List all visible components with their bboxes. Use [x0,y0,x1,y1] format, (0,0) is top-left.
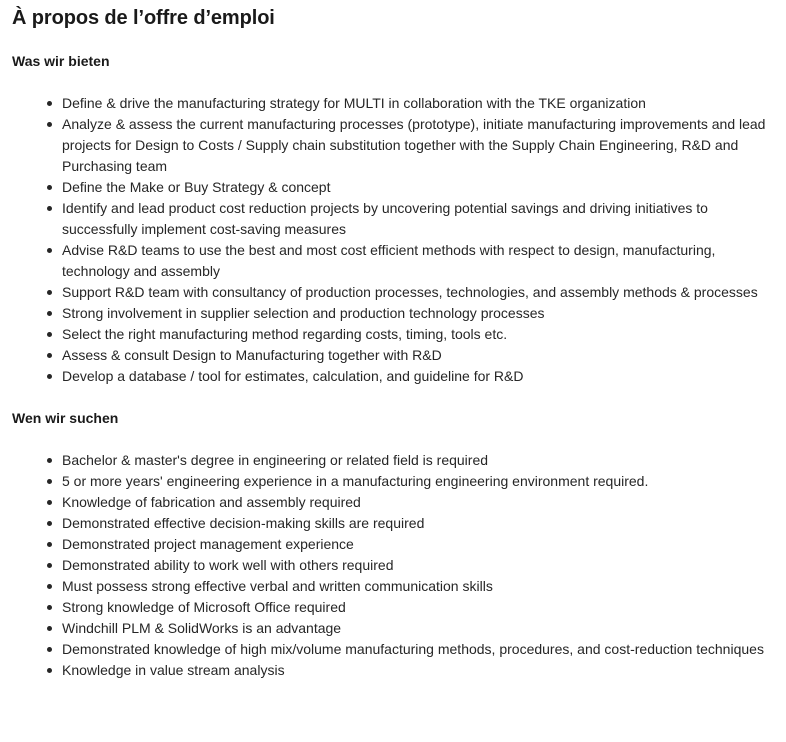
bullet-icon [47,311,52,316]
list-item [62,492,774,513]
bullet-icon [47,353,52,358]
list-item [62,450,774,471]
section-heading-profile: Wen wir suchen [12,410,119,426]
bullet-icon [47,500,52,505]
list-item [62,639,774,660]
list-item [62,198,774,240]
list-item [62,303,774,324]
list-item [62,534,774,555]
list-item [62,114,774,177]
list-item [62,576,774,597]
bullet-icon [47,185,52,190]
list-item-text: Assess & consult Design to Manufacturing together with R&D [62,347,442,363]
bullet-icon [47,290,52,295]
list-item-text: 5 or more years' engineering experience in a manufacturing engineering environment required. [62,473,649,489]
bullet-icon [47,605,52,610]
list-item-text: Demonstrated effective decision-making skills are required [62,515,425,531]
list-item-text: Knowledge of fabrication and assembly required [62,494,361,510]
list-item [62,618,774,639]
list-item-text: Strong knowledge of Microsoft Office required [62,599,346,615]
list-item-text: Demonstrated project management experience [62,536,354,552]
bullet-icon [47,521,52,526]
bullet-icon [47,374,52,379]
list-item [62,93,774,114]
bullet-icon [47,122,52,127]
list-item [62,597,774,618]
bullet-icon [47,647,52,652]
list-item [62,660,774,681]
list-item-text: Bachelor & master's degree in engineering or related field is required [62,452,489,468]
list-item-text: Strong involvement in supplier selection and production technology processes [62,305,545,321]
list-item-text: Demonstrated ability to work well with others required [62,557,394,573]
list-item-text: Support R&D team with consultancy of production processes, technologies, and assembly methods & processes [62,284,758,300]
section-heading-offer: Was wir bieten [12,53,110,69]
bullet-icon [47,248,52,253]
bullet-icon [47,626,52,631]
list-item [62,513,774,534]
list-item-text: Advise R&D teams to use the best and most cost efficient methods with respect to design, manufacturing, technology and assembly [62,242,716,279]
list-item [62,366,774,387]
list-item-text: Select the right manufacturing method regarding costs, timing, tools etc. [62,326,508,342]
list-item-text: Identify and lead product cost reduction projects by uncovering potential savings and driving initiatives to successfully implement cost-saving measures [62,200,708,237]
list-item [62,240,774,282]
profile-list [12,450,774,681]
list-item-text: Define the Make or Buy Strategy & concept [62,179,331,195]
list-item-text: Define & drive the manufacturing strategy for MULTI in collaboration with the TKE organization [62,95,646,111]
bullet-icon [47,479,52,484]
list-item [62,324,774,345]
list-item [62,471,774,492]
page-title: À propos de l’offre d’emploi [12,7,275,29]
list-item-text: Windchill PLM & SolidWorks is an advantage [62,620,342,636]
list-item-text: Analyze & assess the current manufacturing processes (prototype), initiate manufacturing improvements and lead projects for Design to Costs / Supply chain substitution together with the Supply Chain Engineering, R&D and Purchasing team [62,116,766,174]
list-item [62,177,774,198]
list-item [62,282,774,303]
bullet-icon [47,101,52,106]
list-item-text: Must possess strong effective verbal and written communication skills [62,578,493,594]
list-item-text: Develop a database / tool for estimates, calculation, and guideline for R&D [62,368,524,384]
list-item-text: Knowledge in value stream analysis [62,662,285,678]
bullet-icon [47,584,52,589]
bullet-icon [47,458,52,463]
bullet-icon [47,206,52,211]
offer-list [12,93,774,387]
bullet-icon [47,563,52,568]
bullet-icon [47,668,52,673]
list-item-text: Demonstrated knowledge of high mix/volume manufacturing methods, procedures, and cost-reduction techniques [62,641,764,657]
bullet-icon [47,542,52,547]
list-item [62,345,774,366]
bullet-icon [47,332,52,337]
list-item [62,555,774,576]
